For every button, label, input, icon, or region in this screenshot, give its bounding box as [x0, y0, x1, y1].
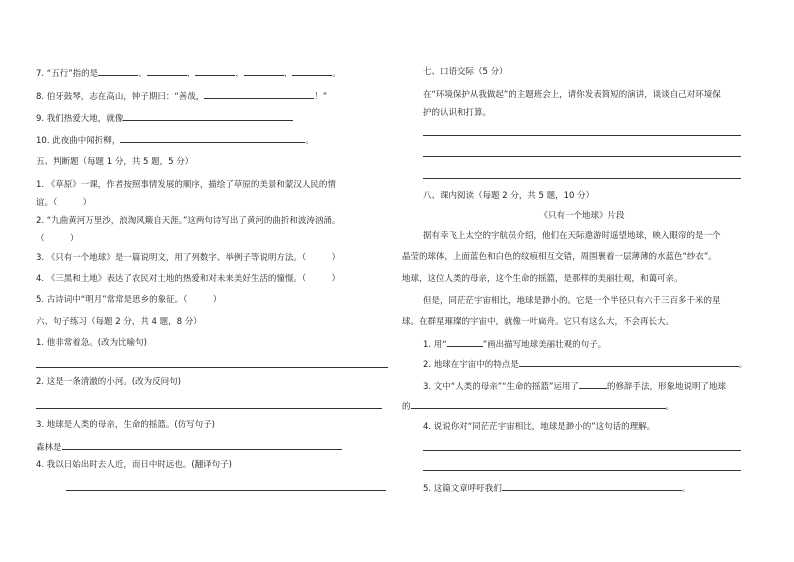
judge-2-cont[interactable]: （ ）: [36, 234, 79, 244]
answer-blank[interactable]: [447, 337, 483, 347]
reading-q2-text: 2. 地球在宇宙中的特点是: [423, 360, 519, 370]
answer-line[interactable]: [423, 450, 741, 451]
period: 。: [681, 484, 691, 494]
answer-blank[interactable]: [147, 66, 187, 76]
oral-prompt-line-1: 在“环境保护从我做起”的主题班会上，请你发表简短的演讲，谈谈自己对环境保: [423, 90, 721, 100]
answer-blank[interactable]: [98, 66, 138, 76]
answer-line[interactable]: [423, 470, 741, 471]
passage-line-1: 据有幸飞上太空的宇航员介绍，他们在天际遨游时遥望地球，映入眼帘的是一个: [423, 231, 721, 241]
answer-line[interactable]: [66, 490, 386, 491]
separator: 、: [186, 69, 196, 79]
question-9-text: 9. 我们热爱大地，就像: [36, 114, 124, 124]
question-7: [36, 66, 341, 80]
answer-blank[interactable]: [62, 440, 342, 450]
passage-line-5: 球。在群星璀璨的宇宙中，就像一叶扁舟。它只有这么大，不会再长大。: [402, 317, 675, 327]
question-9: [36, 111, 293, 125]
reading-q3-cont: [402, 399, 674, 413]
question-8-end: ！”: [314, 92, 328, 102]
judge-5[interactable]: 5. 古诗词中“明月”常常是思乡的象征。（ ）: [36, 295, 222, 305]
answer-line[interactable]: [423, 135, 741, 136]
reading-q2: [423, 357, 747, 371]
section-6-title: 六、句子练习（每题 2 分，共 4 题，8 分）: [36, 317, 202, 327]
sentence-3-line: [36, 440, 342, 454]
answer-line[interactable]: [36, 367, 388, 368]
sentence-3: 3. 地球是人类的母亲，生命的摇篮。(仿写句子): [36, 420, 215, 430]
answer-line[interactable]: [423, 178, 741, 179]
period: 。: [738, 360, 748, 370]
answer-blank[interactable]: [120, 133, 305, 143]
reading-q3: [423, 379, 726, 393]
sentence-2: 2. 这是一条清澈的小河。(改为反问句): [36, 377, 181, 387]
right-column: [397, 0, 794, 562]
separator: 、: [235, 69, 244, 79]
answer-blank[interactable]: [519, 357, 739, 367]
question-10-text: 10. 此夜曲中闻折柳，: [36, 136, 121, 146]
answer-blank[interactable]: [292, 66, 332, 76]
period: 。: [305, 136, 314, 146]
separator: 、: [283, 69, 293, 79]
sentence-4: 4. 我以日始出时去人近，而日中时远也。(翻译句子): [36, 460, 232, 470]
separator: 、: [138, 69, 147, 79]
question-8: [36, 89, 327, 103]
question-10: [36, 133, 314, 147]
passage-title: 《只有一个地球》片段: [539, 211, 625, 221]
oral-prompt-line-2: 护的认识和打算。: [423, 108, 492, 118]
reading-q5: [423, 481, 690, 495]
answer-blank[interactable]: [204, 89, 314, 99]
answer-blank[interactable]: [195, 66, 235, 76]
passage-line-4: 但是，同茫茫宇宙相比，地球是渺小的。它是一个半径只有六千三百多千米的星: [423, 296, 721, 306]
period: 。: [665, 402, 675, 412]
judge-4[interactable]: 4. 《三黑和土地》表达了农民对土地的热爱和对未来美好生活的憧憬。（ ）: [36, 274, 341, 284]
section-7-title: 七、口语交际（5 分）: [423, 67, 508, 77]
reading-q3-text: 3. 文中“人类的母亲”“生命的摇篮”运用了: [423, 382, 579, 392]
section-8-title: 八、课内阅读（每题 2 分，共 5 题，10 分）: [423, 191, 595, 201]
answer-line[interactable]: [423, 156, 741, 157]
reading-q1: [423, 337, 606, 351]
answer-blank[interactable]: [123, 111, 293, 121]
sentence-1: 1. 他非常着急。(改为比喻句): [36, 338, 147, 348]
reading-q1-end: ”画出描写地球美丽壮观的句子。: [482, 340, 607, 350]
answer-line[interactable]: [36, 408, 382, 409]
judge-3[interactable]: 3. 《只有一个地球》是一篇说明文，用了列数字、举例子等说明方法。（ ）: [36, 253, 341, 263]
judge-2: 2. “九曲黄河万里沙，浪淘风簸自天涯。”这两句诗写出了黄河的曲折和波涛汹涌。: [36, 216, 341, 226]
passage-line-2: 晶莹的球体，上面蓝色和白色的纹痕相互交错，周围裹着一层薄薄的水蓝色“纱衣”。: [402, 252, 717, 262]
question-7-text: 7. “五行”指的是: [36, 69, 99, 79]
section-5-title: 五、判断题（每题 1 分，共 5 题，5 分）: [36, 157, 194, 167]
judge-1: 1. 《草原》一课，作者按照事情发展的顺序，描绘了草原的美景和蒙汉人民的情: [36, 180, 336, 190]
question-8-text: 8. 伯牙鼓琴，志在高山，钟子期曰：“善哉，: [36, 92, 205, 102]
reading-q3-text-2: 的修辞手法，形象地说明了地球: [606, 382, 726, 392]
reading-q5-text: 5. 这篇文章呼吁我们: [423, 484, 502, 494]
reading-q4: 4. 说说你对“同茫茫宇宙相比，地球是渺小的”这句话的理解。: [423, 422, 656, 432]
answer-blank[interactable]: [502, 481, 682, 491]
reading-q3-prefix: 的: [402, 402, 411, 412]
answer-blank[interactable]: [411, 399, 666, 409]
judge-1-cont[interactable]: 谊。（ ）: [36, 198, 92, 208]
answer-blank[interactable]: [244, 66, 284, 76]
reading-q1-text: 1. 用“: [423, 340, 447, 350]
period: 。: [332, 69, 341, 79]
answer-blank[interactable]: [579, 379, 607, 389]
passage-line-3: 地球，这位人类的母亲，这个生命的摇篮，是那样的美丽壮观，和蔼可亲。: [402, 274, 683, 284]
sentence-3-prefix: 森林是: [36, 443, 62, 453]
